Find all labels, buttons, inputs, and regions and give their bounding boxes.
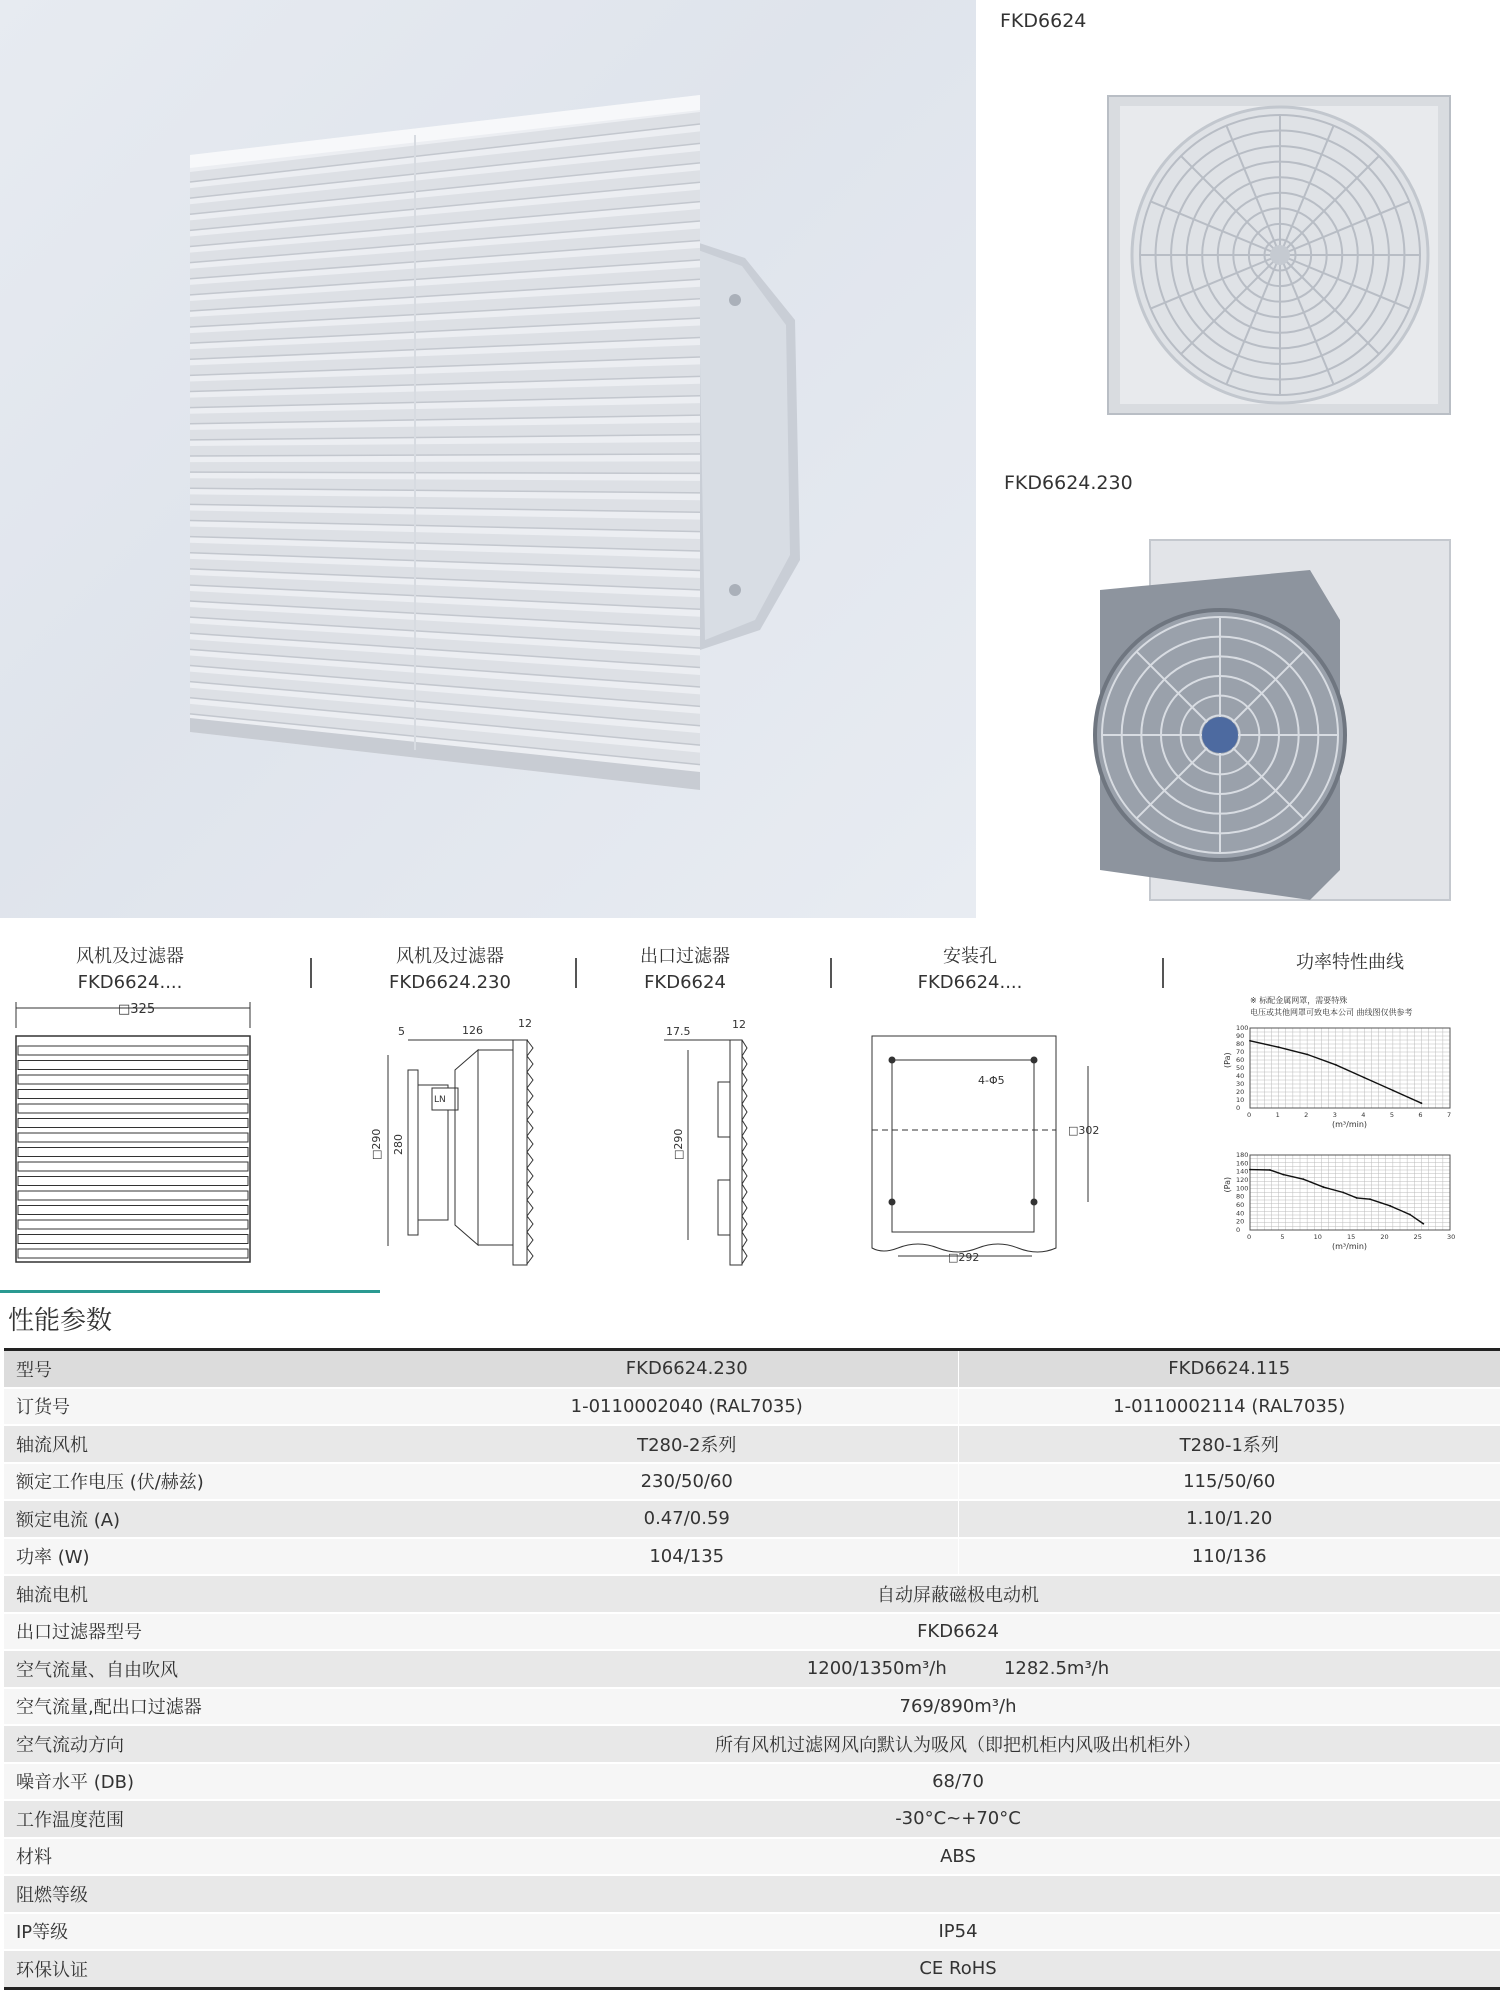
caption-separator xyxy=(830,958,832,988)
spec-table xyxy=(4,1348,1500,1990)
drawing-front-view xyxy=(10,998,255,1268)
y-tick-label: 80 xyxy=(1236,1040,1245,1048)
row-value-1: 0.47/0.59 xyxy=(416,1500,958,1538)
curve-note-1: ※ 标配金属网罩，需要特殊 xyxy=(1250,996,1348,1005)
row-label: 功率 (W) xyxy=(4,1538,416,1576)
chart-grid xyxy=(1250,1028,1450,1108)
product-photo-grille xyxy=(0,0,976,918)
drawing-title-3: 出口过滤器 xyxy=(640,946,730,967)
data-point xyxy=(1302,1178,1304,1180)
drawing-model-1: FKD6624.... xyxy=(77,972,183,993)
data-point xyxy=(1342,1192,1344,1194)
x-axis-label: (m³/min) xyxy=(1332,1242,1368,1251)
x-tick-label: 25 xyxy=(1413,1233,1422,1241)
drawing-model-4: FKD6624.... xyxy=(917,972,1023,993)
drawing-caption-3 xyxy=(585,944,785,996)
x-tick-label: 10 xyxy=(1313,1233,1322,1241)
drawing-caption-1 xyxy=(30,944,230,996)
table-row xyxy=(4,1650,1500,1688)
row-label: 额定电流 (A) xyxy=(4,1500,416,1538)
photo-label-fkd6624-230: FKD6624.230 xyxy=(1004,472,1133,494)
row-value xyxy=(416,1875,1500,1913)
col-model-2: FKD6624.115 xyxy=(958,1350,1500,1388)
drawing-title-1: 风机及过滤器 xyxy=(76,946,184,967)
row-value-2: 115/50/60 xyxy=(958,1463,1500,1501)
y-tick-label: 10 xyxy=(1236,1096,1245,1104)
dim-292: □292 xyxy=(948,1251,980,1264)
y-tick-label: 140 xyxy=(1236,1167,1249,1176)
y-tick-label: 0 xyxy=(1236,1226,1241,1234)
x-tick-label: 20 xyxy=(1380,1233,1389,1241)
table-row xyxy=(4,1875,1500,1913)
table-row xyxy=(4,1725,1500,1763)
drawing-fan-side-view xyxy=(370,1010,550,1270)
dim-17-5: 17.5 xyxy=(666,1025,691,1038)
row-label: 型号 xyxy=(4,1350,416,1388)
x-tick-label: 5 xyxy=(1389,1111,1394,1119)
drawing-caption-2 xyxy=(350,944,550,996)
table-row xyxy=(4,1838,1500,1876)
terminal-label: LN xyxy=(434,1095,446,1105)
row-value: 68/70 xyxy=(416,1763,1500,1801)
y-tick-label: 60 xyxy=(1236,1056,1245,1064)
row-label: 噪音水平 (DB) xyxy=(4,1763,416,1801)
caption-separator xyxy=(575,958,577,988)
x-tick-label: 15 xyxy=(1347,1233,1356,1241)
data-point xyxy=(1392,1090,1394,1092)
table-row xyxy=(4,1950,1500,1988)
row-value: CE RoHS xyxy=(416,1950,1500,1988)
y-tick-label: 40 xyxy=(1236,1209,1245,1218)
col-model-1: FKD6624.230 xyxy=(416,1350,958,1388)
data-point xyxy=(1389,1205,1391,1207)
x-tick-label: 7 xyxy=(1447,1111,1452,1119)
row-value-2: T280-1系列 xyxy=(958,1425,1500,1463)
data-point xyxy=(1335,1064,1337,1066)
drawing-model-2: FKD6624.230 xyxy=(389,972,511,993)
x-axis-label: (m³/min) xyxy=(1332,1120,1368,1129)
y-tick-label: 50 xyxy=(1236,1064,1245,1072)
row-label: 额定工作电压 (伏/赫兹) xyxy=(4,1463,416,1501)
section-rule xyxy=(0,1290,380,1293)
x-tick-label: 1 xyxy=(1275,1111,1280,1119)
row-value-1: 230/50/60 xyxy=(416,1463,958,1501)
section-title: 性能参数 xyxy=(8,1306,113,1336)
row-value: 769/890m³/h xyxy=(416,1688,1500,1726)
row-label: 轴流电机 xyxy=(4,1575,416,1613)
x-tick-label: 2 xyxy=(1304,1111,1309,1119)
y-tick-label: 120 xyxy=(1236,1176,1249,1184)
drawing-caption-5 xyxy=(1250,950,1450,976)
y-tick-label: 30 xyxy=(1236,1080,1245,1088)
x-tick-label: 5 xyxy=(1280,1233,1285,1241)
performance-curves xyxy=(1210,990,1490,1270)
data-point xyxy=(1409,1214,1411,1216)
row-label: 环保认证 xyxy=(4,1950,416,1988)
y-tick-label: 0 xyxy=(1236,1104,1241,1112)
row-value: 所有风机过滤网风向默认为吸风（即把机柜内风吸出机柜外） xyxy=(416,1725,1500,1763)
y-tick-label: 60 xyxy=(1236,1201,1245,1209)
y-tick-label: 100 xyxy=(1236,1184,1249,1193)
row-label: 材料 xyxy=(4,1838,416,1876)
row-value: 1200/1350m³/h 1282.5m³/h xyxy=(416,1650,1500,1688)
table-row xyxy=(4,1763,1500,1801)
y-tick-label: 100 xyxy=(1236,1024,1249,1032)
table-header-row xyxy=(4,1350,1500,1388)
y-tick-label: 70 xyxy=(1236,1048,1245,1056)
drawing-mounting-holes xyxy=(868,1030,1108,1270)
table-row xyxy=(4,1613,1500,1651)
data-point xyxy=(1278,1046,1280,1048)
row-value-1: 104/135 xyxy=(416,1538,958,1576)
data-point xyxy=(1363,1077,1365,1079)
table-row xyxy=(4,1688,1500,1726)
row-label: 阻燃等级 xyxy=(4,1875,416,1913)
y-tick-label: 20 xyxy=(1236,1088,1245,1096)
y-tick-label: 40 xyxy=(1236,1072,1245,1080)
row-value-2: 1-0110002114 (RAL7035) xyxy=(958,1388,1500,1426)
data-point xyxy=(1249,1169,1251,1171)
y-tick-label: 20 xyxy=(1236,1217,1245,1226)
data-point xyxy=(1356,1197,1358,1199)
y-axis-label: (Pa) xyxy=(1223,1052,1232,1068)
data-point xyxy=(1269,1169,1271,1171)
table-row xyxy=(4,1388,1500,1426)
row-value-1: T280-2系列 xyxy=(416,1425,958,1463)
x-tick-label: 3 xyxy=(1332,1111,1337,1119)
row-value: 自动屏蔽磁极电动机 xyxy=(416,1575,1500,1613)
drawing-caption-4 xyxy=(870,944,1070,996)
y-tick-label: 80 xyxy=(1236,1192,1245,1201)
y-axis-label: (Pa) xyxy=(1223,1176,1232,1193)
dim-280: 280 xyxy=(392,1134,405,1155)
data-point xyxy=(1282,1174,1284,1176)
data-point xyxy=(1306,1054,1308,1056)
table-row xyxy=(4,1800,1500,1838)
data-point xyxy=(1369,1198,1371,1200)
row-value-2: 1.10/1.20 xyxy=(958,1500,1500,1538)
curve-note-2: 电压或其他网罩可致电本公司 曲线图仅供参考 xyxy=(1250,1008,1413,1017)
row-value: -30°C~+70°C xyxy=(416,1800,1500,1838)
row-label: 空气流动方向 xyxy=(4,1725,416,1763)
row-value: ABS xyxy=(416,1838,1500,1876)
data-point xyxy=(1249,1040,1251,1042)
row-label: 出口过滤器型号 xyxy=(4,1613,416,1651)
x-tick-label: 6 xyxy=(1418,1111,1423,1119)
x-tick-label: 0 xyxy=(1247,1111,1252,1119)
drawing-title-4: 安装孔 xyxy=(943,946,997,967)
row-value-1: 1-0110002040 (RAL7035) xyxy=(416,1388,958,1426)
data-point xyxy=(1421,1102,1423,1104)
row-value: FKD6624 xyxy=(416,1613,1500,1651)
photo-label-fkd6624: FKD6624 xyxy=(1000,10,1087,32)
caption-separator xyxy=(1162,958,1164,988)
y-tick-label: 180 xyxy=(1236,1151,1249,1159)
dim-label: □325 xyxy=(118,1002,156,1017)
table-row xyxy=(4,1575,1500,1613)
y-tick-label: 160 xyxy=(1236,1159,1249,1168)
data-point xyxy=(1422,1223,1424,1225)
row-label: 空气流量,配出口过滤器 xyxy=(4,1688,416,1726)
chart-grid xyxy=(1250,1155,1450,1230)
row-label: 订货号 xyxy=(4,1388,416,1426)
table-row xyxy=(4,1913,1500,1951)
caption-separator xyxy=(310,958,312,988)
data-point xyxy=(1322,1186,1324,1188)
x-tick-label: 0 xyxy=(1247,1233,1252,1241)
dim-126: 126 xyxy=(462,1024,483,1037)
y-tick-label: 90 xyxy=(1236,1032,1245,1040)
dim-290: □290 xyxy=(370,1128,383,1160)
table-row xyxy=(4,1538,1500,1576)
dim-302: □302 xyxy=(1068,1124,1100,1137)
product-photo-fkd6624 xyxy=(1100,92,1460,422)
x-tick-label: 4 xyxy=(1361,1111,1366,1119)
row-label: 工作温度范围 xyxy=(4,1800,416,1838)
dim-290: □290 xyxy=(672,1128,685,1160)
row-label: 空气流量、自由吹风 xyxy=(4,1650,416,1688)
drawing-model-3: FKD6624 xyxy=(644,972,726,993)
row-value: IP54 xyxy=(416,1913,1500,1951)
x-tick-label: 30 xyxy=(1447,1233,1456,1241)
row-label: 轴流风机 xyxy=(4,1425,416,1463)
row-value-2: 110/136 xyxy=(958,1538,1500,1576)
drawing-outlet-filter-view xyxy=(660,1020,770,1270)
dim-5: 5 xyxy=(398,1025,405,1038)
dim-12: 12 xyxy=(732,1020,746,1031)
product-photo-fkd6624-230 xyxy=(1090,530,1460,918)
drawing-title-2: 风机及过滤器 xyxy=(396,946,504,967)
drawing-title-5: 功率特性曲线 xyxy=(1296,952,1404,973)
row-label: IP等级 xyxy=(4,1913,416,1951)
table-row xyxy=(4,1425,1500,1463)
table-row xyxy=(4,1463,1500,1501)
holes-label: 4-Φ5 xyxy=(978,1074,1005,1087)
dim-12: 12 xyxy=(518,1017,532,1030)
table-row xyxy=(4,1500,1500,1538)
